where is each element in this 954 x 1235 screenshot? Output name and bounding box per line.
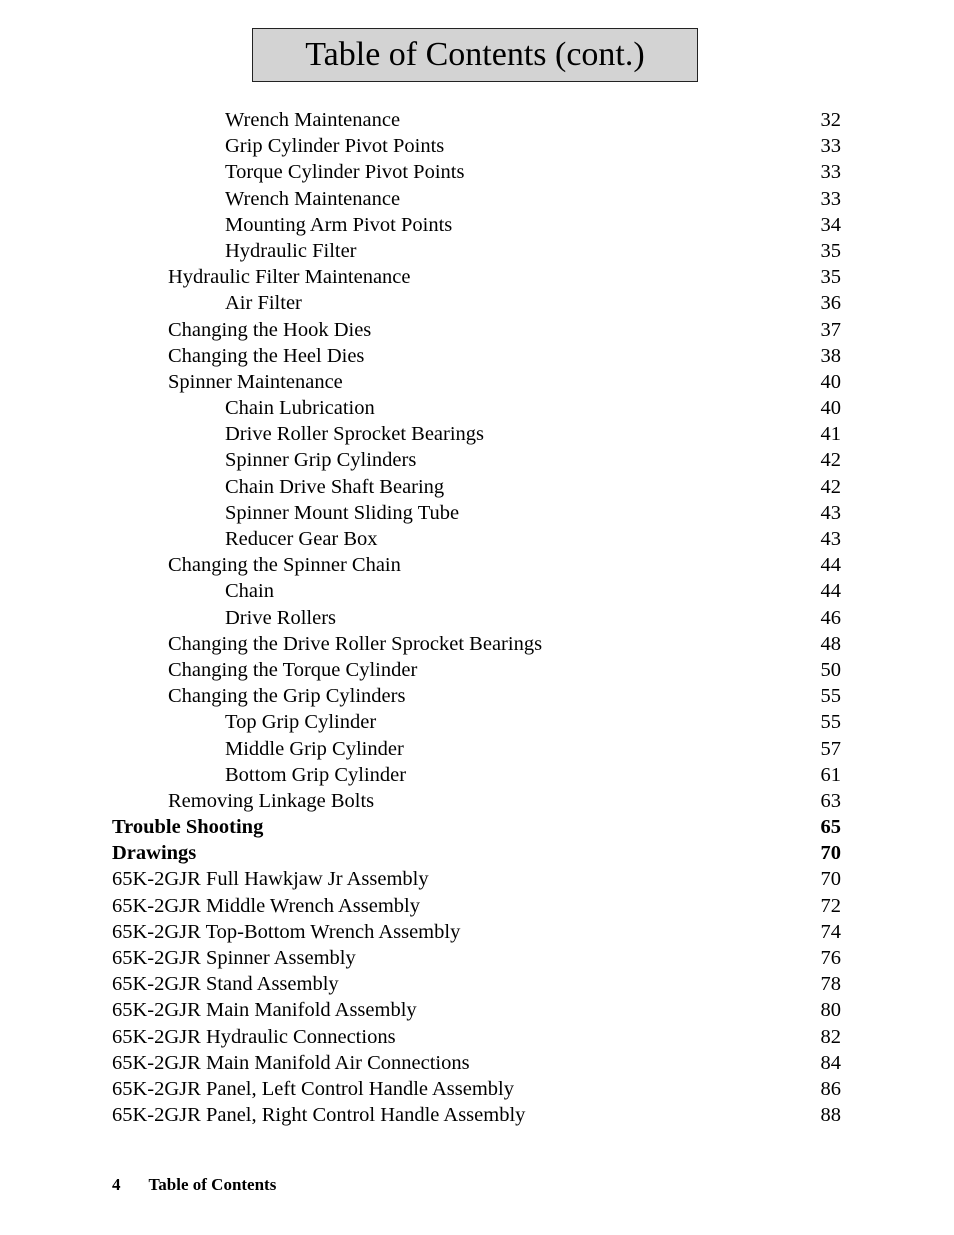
toc-entry-page: 57 <box>820 737 841 760</box>
toc-entry-label: Changing the Grip Cylinders <box>168 685 406 708</box>
toc-entry-page: 36 <box>820 292 841 315</box>
toc-entry-page: 42 <box>820 449 841 472</box>
toc-entry-page: 41 <box>820 423 841 446</box>
toc-entry-page: 35 <box>820 266 841 289</box>
toc-entry-page: 80 <box>820 999 841 1022</box>
toc-entry-page: 35 <box>820 239 841 262</box>
toc-entry-page: 74 <box>820 920 841 943</box>
toc-entry-page: 37 <box>820 318 841 341</box>
toc-entry-label: Top Grip Cylinder <box>225 711 377 734</box>
toc-entry-label: 65K-2GJR Panel, Left Control Handle Assembly <box>112 1077 514 1100</box>
toc-entry-page: 70 <box>820 842 841 865</box>
toc-entry[interactable] <box>0 840 954 866</box>
toc-entry-page: 32 <box>820 109 841 131</box>
toc-entry-label: Grip Cylinder Pivot Points <box>225 135 445 158</box>
toc-entry-label: Spinner Maintenance <box>168 370 343 393</box>
toc-entry[interactable] <box>0 526 954 552</box>
toc-entry[interactable] <box>0 212 954 238</box>
toc-entry-label: Middle Grip Cylinder <box>225 737 404 760</box>
page-title: Table of Contents (cont.) <box>305 36 645 73</box>
toc-entry-page: 70 <box>820 868 841 891</box>
toc-entry[interactable] <box>0 290 954 316</box>
page-title-box <box>252 28 698 82</box>
toc-entry-label: Chain Drive Shaft Bearing <box>225 475 445 498</box>
toc-entry-page: 63 <box>820 789 841 812</box>
toc-entry-page: 33 <box>820 161 841 184</box>
toc-entry-label: Trouble Shooting <box>112 816 264 839</box>
toc-entry[interactable] <box>0 238 954 264</box>
toc-entry-page: 44 <box>820 554 841 577</box>
toc-entry-label: Removing Linkage Bolts <box>168 789 375 812</box>
toc-entry[interactable] <box>0 1102 954 1128</box>
toc-entry-label: Mounting Arm Pivot Points <box>225 213 453 236</box>
toc-entry-page: 43 <box>820 501 841 524</box>
toc-entry[interactable] <box>0 631 954 657</box>
toc-entry[interactable] <box>0 317 954 343</box>
toc-entry-page: 46 <box>820 606 841 629</box>
toc-entry-label: Drive Roller Sprocket Bearings <box>225 423 485 446</box>
toc-entry-label: Wrench Maintenance <box>225 187 401 210</box>
toc-entry-page: 84 <box>820 1051 841 1074</box>
toc-entry-label: 65K-2GJR Top-Bottom Wrench Assembly <box>112 920 461 943</box>
toc-entry-page: 65 <box>820 816 841 839</box>
toc-entry[interactable] <box>0 369 954 395</box>
toc-entry-label: Bottom Grip Cylinder <box>225 763 407 786</box>
toc-entry-label: 65K-2GJR Spinner Assembly <box>112 947 356 969</box>
toc-entry-label: Air Filter <box>225 292 302 315</box>
toc-entry-page: 50 <box>820 658 841 681</box>
toc-entry-page: 38 <box>820 344 841 367</box>
toc-entry-page: 55 <box>820 711 841 734</box>
toc-entry-label: Drawings <box>112 842 197 865</box>
table-of-contents <box>0 107 954 1128</box>
toc-entry[interactable] <box>0 893 954 919</box>
toc-entry[interactable] <box>0 264 954 290</box>
toc-entry-label: Reducer Gear Box <box>225 528 378 550</box>
toc-entry-label: Drive Rollers <box>225 606 337 629</box>
toc-entry-label: Wrench Maintenance <box>225 109 401 131</box>
toc-entry[interactable] <box>0 971 954 997</box>
toc-entry-label: 65K-2GJR Middle Wrench Assembly <box>112 894 420 917</box>
toc-entry-page: 55 <box>820 685 841 708</box>
toc-entry-label: Changing the Spinner Chain <box>168 554 401 577</box>
toc-entry-label: 65K-2GJR Stand Assembly <box>112 973 339 996</box>
toc-entry[interactable] <box>0 343 954 369</box>
toc-entry-page: 76 <box>820 947 841 969</box>
toc-entry[interactable] <box>0 866 954 892</box>
toc-entry-page: 34 <box>820 213 841 236</box>
toc-entry-label: Changing the Heel Dies <box>168 344 365 367</box>
toc-entry[interactable] <box>0 552 954 578</box>
toc-entry-page: 88 <box>820 1104 841 1127</box>
toc-entry-label: 65K-2GJR Main Manifold Assembly <box>112 999 417 1022</box>
toc-entry-page: 33 <box>820 135 841 158</box>
toc-entry-label: Changing the Hook Dies <box>168 318 372 341</box>
toc-entry-label: 65K-2GJR Full Hawkjaw Jr Assembly <box>112 868 429 891</box>
footer-page-number: 4 <box>112 1175 121 1194</box>
toc-entry-page: 61 <box>820 763 841 786</box>
toc-entry[interactable] <box>0 814 954 840</box>
toc-entry[interactable] <box>0 657 954 683</box>
toc-entry[interactable] <box>0 186 954 212</box>
toc-entry[interactable] <box>0 709 954 735</box>
toc-entry[interactable] <box>0 500 954 526</box>
toc-entry[interactable] <box>0 919 954 945</box>
toc-entry-label: Changing the Torque Cylinder <box>168 658 418 681</box>
toc-entry-label: Torque Cylinder Pivot Points <box>225 161 465 184</box>
toc-entry[interactable] <box>0 762 954 788</box>
toc-entry[interactable] <box>0 683 954 709</box>
toc-entry-label: Chain Lubrication <box>225 397 375 420</box>
toc-entry-page: 43 <box>820 528 841 550</box>
toc-entry[interactable] <box>0 107 954 133</box>
toc-entry-label: Spinner Mount Sliding Tube <box>225 501 460 524</box>
toc-entry-label: 65K-2GJR Main Manifold Air Connections <box>112 1051 470 1074</box>
toc-entry[interactable] <box>0 1076 954 1102</box>
toc-entry[interactable] <box>0 736 954 762</box>
toc-entry[interactable] <box>0 578 954 604</box>
toc-entry-page: 33 <box>820 187 841 210</box>
toc-entry[interactable] <box>0 1050 954 1076</box>
toc-entry-page: 48 <box>820 632 841 655</box>
toc-entry-label: Changing the Drive Roller Sprocket Bearings <box>168 632 543 655</box>
toc-entry-page: 40 <box>820 370 841 393</box>
toc-entry-page: 40 <box>820 397 841 420</box>
toc-entry[interactable] <box>0 395 954 421</box>
toc-entry[interactable] <box>0 605 954 631</box>
toc-entry[interactable] <box>0 788 954 814</box>
toc-entry[interactable] <box>0 474 954 500</box>
toc-entry[interactable] <box>0 421 954 447</box>
page-footer <box>112 1175 276 1195</box>
footer-section-title: Table of Contents <box>148 1175 277 1194</box>
toc-entry-page: 72 <box>820 894 841 917</box>
toc-entry-page: 44 <box>820 580 841 603</box>
toc-entry-label: 65K-2GJR Panel, Right Control Handle Assembly <box>112 1104 526 1127</box>
toc-entry-label: 65K-2GJR Hydraulic Connections <box>112 1025 396 1048</box>
toc-entry-page: 42 <box>820 475 841 498</box>
toc-entry[interactable] <box>0 997 954 1023</box>
toc-entry-label: Chain <box>225 580 274 603</box>
toc-entry-page: 78 <box>820 973 841 996</box>
toc-entry[interactable] <box>0 447 954 473</box>
toc-entry-label: Hydraulic Filter Maintenance <box>168 266 411 289</box>
toc-entry[interactable] <box>0 159 954 185</box>
toc-entry-page: 82 <box>820 1025 841 1048</box>
toc-entry[interactable] <box>0 945 954 971</box>
toc-entry[interactable] <box>0 133 954 159</box>
toc-entry[interactable] <box>0 1024 954 1050</box>
toc-entry-label: Hydraulic Filter <box>225 239 357 262</box>
toc-entry-page: 86 <box>820 1077 841 1100</box>
toc-entry-label: Spinner Grip Cylinders <box>225 449 417 472</box>
